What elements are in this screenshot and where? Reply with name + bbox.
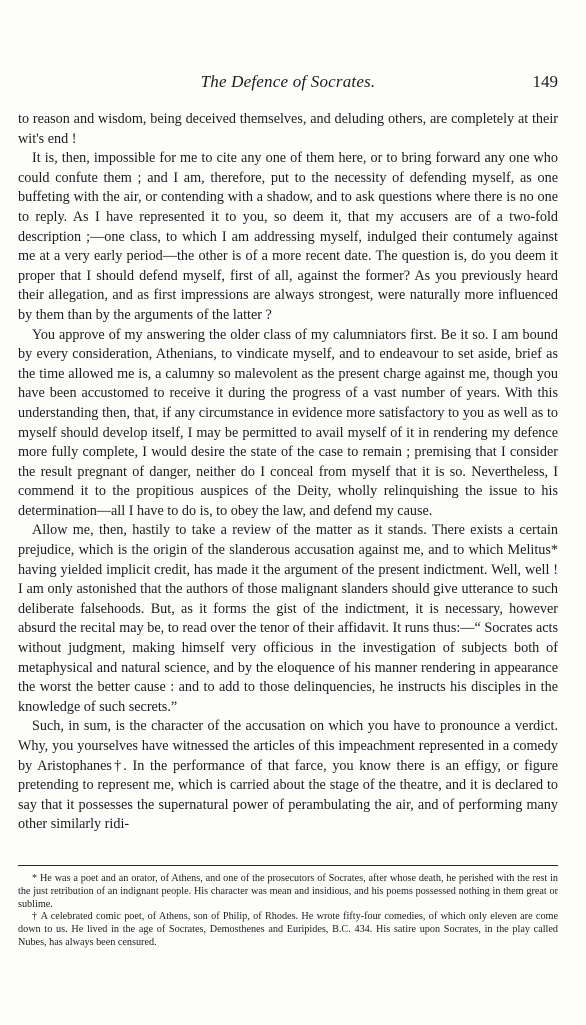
running-head (18, 72, 558, 92)
paragraph: Allow me, then, hastily to take a review of the matter as it stands. There exists a certain prejudice, which is the origin of the slanderous accusation against me, and to which Melitus* having yielded implicit credit, has made it the argument of the present indictment. Well, well ! I am only astonished that the authors of those malignant slanders should give utterance to such deliberate falsehoods. But, as it forms the gist of the indictment, it is necessary, however absurd the recital may be, to read over the tenor of their affidavit. It runs thus:—“ Socrates acts without judgment, making himself very officious in the investigation of subjects both of metaphysical and natural science, and by the eloquence of his manner rendering in appearance the worst the better cause : and to add to those delinquencies, he instructs his disciples in the knowledge of such secrets.” (18, 522, 558, 715)
paragraph: It is, then, impossible for me to cite any one of them here, or to bring forward any one who could confute them ; and I am, therefore, put to the necessity of defending myself, as one buffeting with the air, or contending with a shadow, and to ask questions where there is no one to reply. As I have represented it to you, so deem it, that my accusers are of a two-fold description ;—one class, to which I am addressing myself, indulged their contumely against me at a very early period—the other is of a more recent date. The question is, do you deem it proper that I should defend myself, first of all, against the former? As you previously heard their allegation, and as first impressions are always strongest, were naturally more influenced by them than by the arguments of the latter ? (18, 150, 558, 323)
footnote-divider (18, 865, 558, 866)
paragraph: You approve of my answering the older class of my calumniators first. Be it so. I am bound by every consideration, Athenians, to vindicate myself, and to endeavour to set aside, brief as the time allowed me is, a calumny so malevolent as the present charge against me, though you have been accustomed to receive it during the progress of a vast number of years. With this understanding then, that, if any circumstance in evidence more satisfactory to you as well as to myself should develop itself, I may be permitted to avail myself of it in rendering my defence more fully complete, I would desire the state of the case to remain ; premising that I consider the result pregnant of danger, neither do I conceal from myself that it is so. Nevertheless, I commend it to the propitious auspices of the Deity, wholly relinquishing the issue to his determination—all I have to do is, to obey the law, and defend my cause. (18, 326, 558, 519)
paragraph-continued: to reason and wisdom, being deceived themselves, and deluding others, are completely at their wit's end ! (18, 111, 558, 147)
body-text (18, 110, 558, 835)
footnote-aristophanes: † A celebrated comic poet, of Athens, son of Philip, of Rhodes. He wrote fifty-four comedies, of which only eleven are come down to us. He lived in the age of Socrates, Demosthenes and Euripides, B.C. 434. His satire upon Socrates, in the play called Nubes, has always been censured. (18, 911, 558, 948)
running-head-title: The Defence of Socrates. (200, 72, 376, 91)
paragraph: Such, in sum, is the character of the accusation on which you have to pronounce a verdict. Why, you yourselves have witnessed the articles of this impeachment represented in a comedy by Aristophanes†. In the performance of that farce, you know there is an effigy, or figure pretending to represent me, which is carried about the stage of the theatre, and it is declared to say that it possesses the supernatural power of perambulating the air, and of performing many other similarly ridi- (18, 718, 558, 833)
footnote-melitus: * He was a poet and an orator, of Athens, and one of the prosecutors of Socrates, after whose death, he perished with the rest in the just retribution of an indignant people. His character was mean and insidious, and his poems possessed nothing in them great or sublime. (18, 873, 558, 910)
page-number: 149 (532, 72, 558, 91)
footnotes (18, 873, 558, 950)
